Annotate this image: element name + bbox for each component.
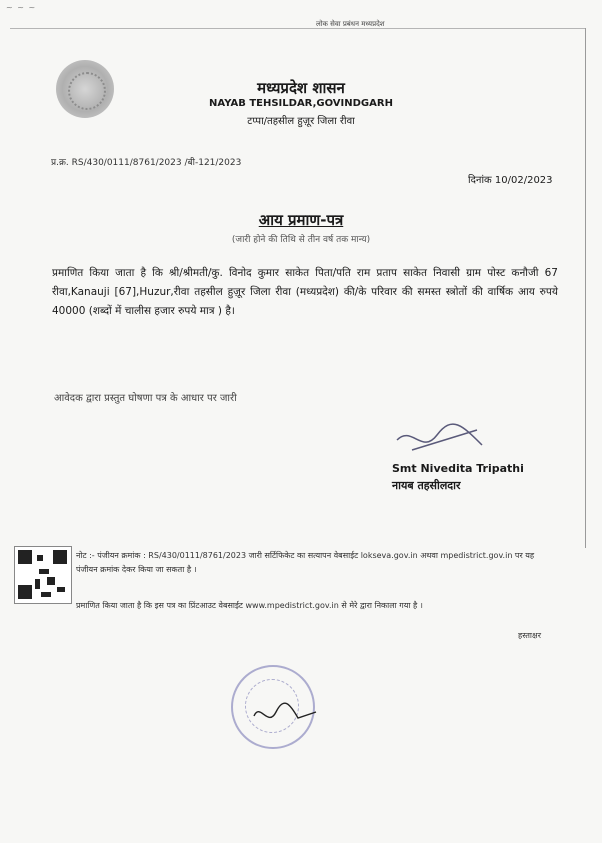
certificate-title: आय प्रमाण-पत्र [258, 211, 344, 229]
validity-note: (जारी होने की तिथि से तीन वर्ष तक मान्य) [231, 235, 371, 245]
qr-code-icon [14, 546, 72, 604]
signature-scribble [392, 420, 492, 460]
signature-label: हस्ताक्षर [518, 631, 541, 640]
verification-note: नोट :- पंजीयन क्रमांक : RS/430/0111/8761/2023 जारी सर्टिफिकेट का सत्यापन वेबसाईट lokseva.gov.in अथवा mpedistrict.gov.in पर यह पंजीयन क्रमांक देकर किया जा सकता है । [76, 551, 535, 574]
signature-over-seal [250, 700, 320, 730]
issue-date: दिनांक 10/02/2023 [468, 175, 553, 186]
government-name: मध्यप्रदेश शासन [257, 79, 345, 97]
printout-certification: प्रमाणित किया जाता है कि इस पत्र का प्रिंटआउट वेबसाईट www.mpedistrict.gov.in से मेरे द्वारा निकाला गया है । [76, 601, 423, 610]
office-jurisdiction: टप्पा/तहसील हुज़ूर जिला रीवा [247, 116, 355, 127]
signatory-name: Smt Nivedita Tripathi [392, 462, 524, 475]
page-border-top [10, 28, 585, 29]
reference-number: प्र.क्र. RS/430/0111/8761/2023 /बी-121/2023 [51, 158, 242, 168]
office-name: NAYAB TEHSILDAR,GOVINDGARH [209, 98, 393, 109]
top-right-note: लोक सेवा प्रबंधन मध्यप्रदेश [316, 20, 385, 28]
top-left-mark: ~ ~ ~ [6, 3, 37, 12]
signatory-designation: नायब तहसीलदार [392, 479, 461, 492]
issue-basis: आवेदक द्वारा प्रस्तुत घोषणा पत्र के आधार पर जारी [54, 393, 237, 404]
certificate-body: प्रमाणित किया जाता है कि श्री/श्रीमती/कु. विनोद कुमार साकेत पिता/पति राम प्रताप साकेत निवासी ग्राम पोस्ट कनौजी 67 रीवा,Kanauji [67],Huzur,रीवा तहसील हुज़ूर जिला रीवा (मध्यप्रदेश) की/के परिवार की समस्त स्त्रोतों की वार्षिक आय रुपये 40000 (शब्दों में चालीस हजार रुपये मात्र ) है। [52, 267, 558, 317]
